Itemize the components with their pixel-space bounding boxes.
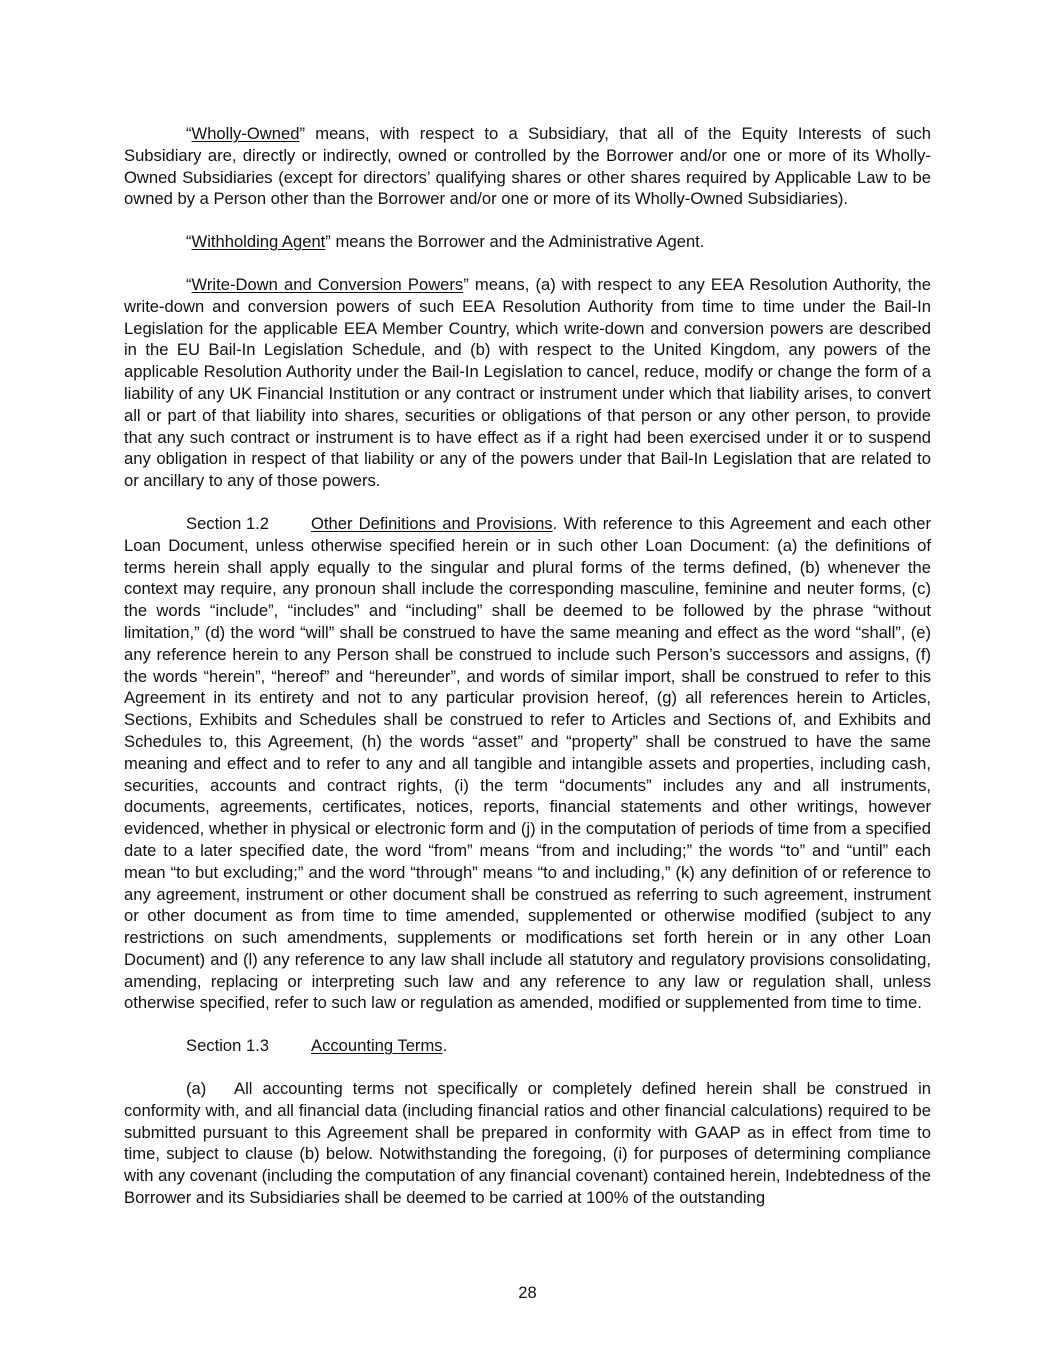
section-text: With reference to this Agreement and each other Loan Document, unless otherwise specified herein or in such other Loan Document: (a) the definitions of terms herein shall apply equally to the singular and plural forms of the terms defined, (b) whenever the context may require, any pronoun shall include the corresponding masculine, feminine and neuter forms, (c) the words “include”, “includes” and “including” shall be deemed to be followed by the phrase “without limitation,” (d) the word “will” shall be construed to have the same meaning and effect as the word “shall”, (e) any reference herein to any Person shall be construed to include such Person’s successors and assigns, (f) the words “herein”, “hereof” and “hereunder”, and words of similar import, shall be construed to refer to this Agreement in its entirety and not to any particular provision hereof, (g) all references herein to Articles, Sections, Exhibits and Schedules shall be construed to refer to Articles and Sections of, and Exhibits and Schedules to, this Agreement, (h) the words “asset” and “property” shall be construed to have the same meaning and effect and to refer to any and all tangible and intangible assets and properties, including cash, securities, accounts and contract rights, (i) the term “documents” includes any and all instruments, documents, agreements, certificates, notices, reports, financial statements and other writings, however evidenced, whether in physical or electronic form and (j) in the computation of periods of time from a specified date to a later specified date, the word “from” means “from and including;” the words “to” and “until” each mean “to but excluding;” and the word “through” means “to and including,” (k) any definition of or reference to any agreement, instrument or other document shall be construed as referring to such agreement, instrument or other document as from time to time amended, supplemented or otherwise modified (subject to any restrictions on such amendments, supplements or modifications set forth herein or in any other Loan Document) and (l) any reference to any law shall include all statutory and regulatory provisions consolidating, amending, replacing or interpreting such law and any reference to any law or regulation shall, unless otherwise specified, refer to such law or regulation as amended, modified or supplemented from time to time.: [124, 513, 931, 1013]
quote-close: ”: [463, 274, 469, 294]
section-title: Other Definitions and Provisions: [311, 513, 553, 533]
quote-close: ”: [325, 232, 331, 252]
quote-close: ”: [299, 124, 305, 143]
section-title-period: .: [552, 513, 558, 533]
page-number: 28: [518, 1283, 537, 1302]
clause-text: All accounting terms not specifically or completely defined herein shall be construed in conformity with, and all financial data (including financial ratios and other financial calculations) required to be submitted pursuant to this Agreement shall be prepared in conformity with GAAP as in effect from time to time, subject to clause (b) below. Notwithstanding the foregoing, (i) for purposes of determining compliance with any covenant (including the computation of any financial covenant) contained herein, Indebtedness of the Borrower and its Subsidiaries shall be deemed to be carried at 100% of the outstanding: [124, 1079, 931, 1208]
section-number: Section 1.3: [186, 1036, 270, 1056]
section-1-3-clause-a: [124, 1078, 931, 1209]
definition-wholly-owned: [124, 123, 931, 210]
quote-open: “: [186, 232, 192, 252]
defined-term: Withholding Agent: [191, 232, 326, 252]
clause-label: (a): [186, 1079, 207, 1099]
quote-open: “: [186, 124, 192, 143]
defined-term: Wholly-Owned: [191, 124, 300, 143]
section-1-3-heading: [124, 1035, 931, 1057]
definition-text: means, with respect to a Subsidiary, that all of the Equity Interests of such Subsidiary are, directly or indirectly, owned or controlled by the Borrower and/or one or more of its Wholly-Owned Subsidiaries (except for directors’ qualifying shares or other shares required by Applicable Law to be owned by a Person other than the Borrower and/or one or more of its Wholly-Owned Subsidiaries).: [124, 124, 931, 209]
defined-term: Write-Down and Conversion Powers: [191, 274, 464, 294]
document-page: [124, 123, 931, 1230]
definition-text: means the Borrower and the Administrative Agent.: [330, 232, 705, 252]
section-1-2-paragraph: [124, 513, 931, 1014]
definition-withholding-agent: [124, 231, 931, 253]
section-title-period: .: [442, 1036, 448, 1056]
definition-text: means, (a) with respect to any EEA Resolution Authority, the write-down and conversion powers of such EEA Resolution Authority from time to time under the Bail-In Legislation for the applicable EEA Member Country, which write-down and conversion powers are described in the EU Bail-In Legislation Schedule, and (b) with respect to the United Kingdom, any powers of the applicable Resolution Authority under the Bail-In Legislation to cancel, reduce, modify or change the form of a liability of any UK Financial Institution or any contract or instrument under which that liability arises, to convert all or part of that liability into shares, securities or obligations of that person or any other person, to provide that any such contract or instrument is to have effect as if a right had been exercised under it or to suspend any obligation in respect of that liability or any of the powers under that Bail-In Legislation that are related to or ancillary to any of those powers.: [124, 274, 931, 491]
section-title: Accounting Terms: [311, 1036, 443, 1056]
definition-write-down-and-conversion-powers: [124, 274, 931, 492]
section-number: Section 1.2: [186, 513, 270, 533]
quote-open: “: [186, 274, 192, 294]
